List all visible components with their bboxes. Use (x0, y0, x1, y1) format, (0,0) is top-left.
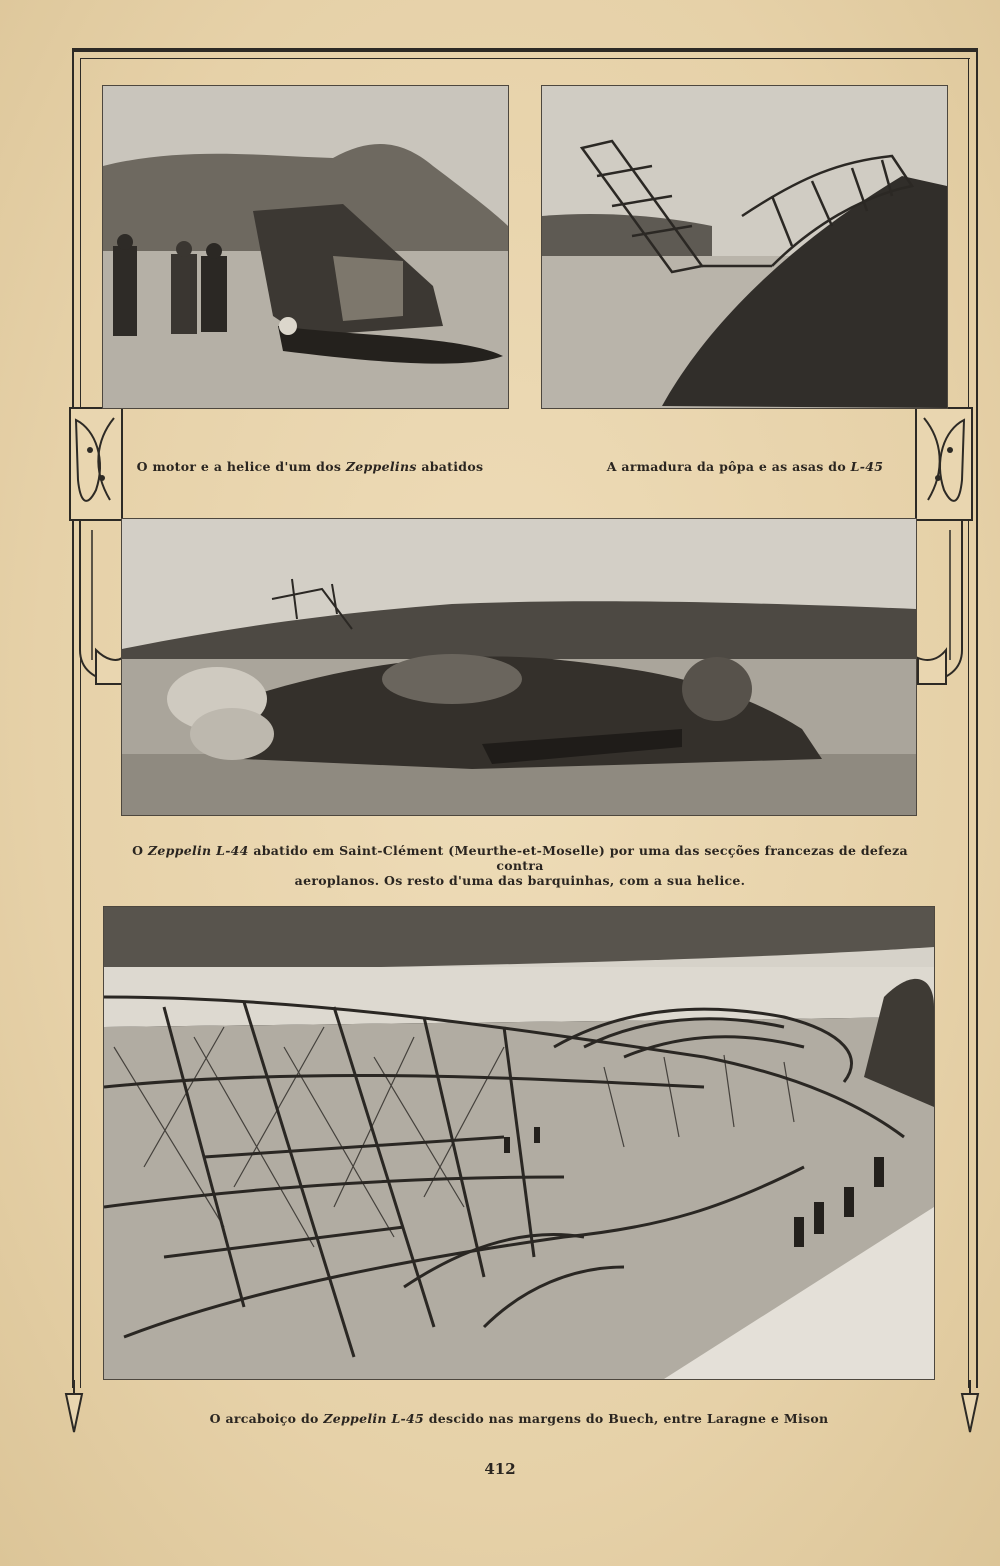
left-leaf-ornament (66, 400, 126, 690)
caption-l44-line1 (115, 843, 925, 873)
caption-l44-text-end: abatido em Saint-Clément (Meurthe-et-Moselle) por uma das secções francezas de defeza contra (253, 843, 908, 873)
caption-motor-italic: Zeppelins (345, 459, 417, 474)
frame-top-rule-inner (80, 58, 970, 59)
left-arrow-ornament (62, 1380, 86, 1434)
caption-l44 (115, 843, 925, 888)
caption-l45-text: O arcaboiço do (209, 1411, 319, 1426)
frame-left-rule (72, 48, 74, 1388)
photo-zeppelin-motor (103, 86, 508, 408)
caption-stern-italic: L-45 (850, 459, 884, 474)
right-leaf-ornament (910, 400, 976, 690)
caption-motor-text: O motor e a helice d'um dos (136, 459, 342, 474)
right-arrow-ornament (958, 1380, 982, 1434)
frame-left-rule-inner (80, 58, 81, 1388)
caption-stern (540, 459, 950, 474)
caption-stern-text: A armadura da pôpa e as asas do (606, 459, 846, 474)
photo-l45-stern-frame (542, 86, 947, 408)
caption-l44-italic: Zeppelin L-44 (147, 843, 249, 858)
photo-l44-wreck (122, 519, 916, 815)
caption-l44-line2: aeroplanos. Os resto d'uma das barquinhas, com a sua helice. (294, 873, 746, 888)
page-number: 412 (484, 1460, 516, 1478)
caption-l45 (104, 1411, 934, 1426)
frame-right-rule-inner (968, 58, 969, 1388)
caption-l44-text: O (132, 843, 144, 858)
frame-right-rule (976, 48, 978, 1388)
caption-l45-italic: Zeppelin L-45 (323, 1411, 425, 1426)
frame-top-rule (72, 48, 978, 52)
photo-l45-skeleton (104, 907, 934, 1379)
caption-motor-text-end: abatidos (421, 459, 484, 474)
caption-motor (110, 459, 510, 474)
caption-l45-text-end: descido nas margens do Buech, entre Laragne e Mison (428, 1411, 829, 1426)
